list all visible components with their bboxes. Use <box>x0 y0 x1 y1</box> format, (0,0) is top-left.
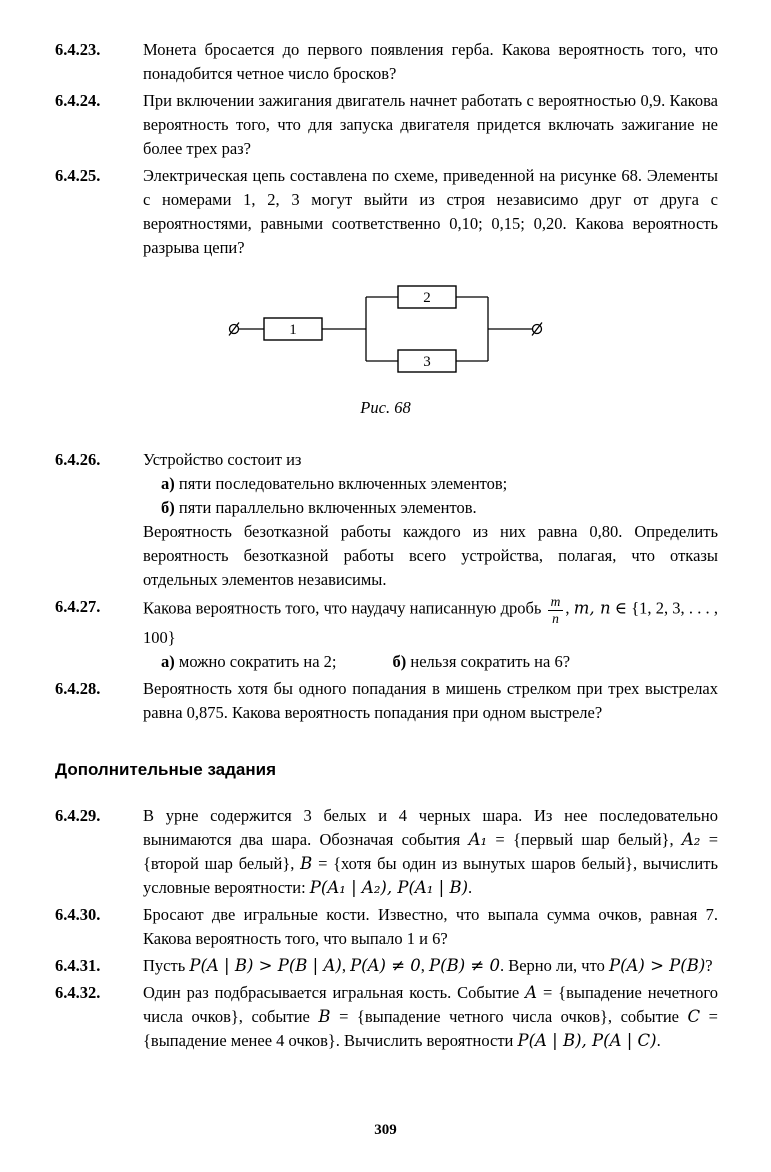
problem-number: 6.4.25. <box>55 166 101 185</box>
paragraph: Пусть P(A | B) > P(B | A), P(A) ≠ 0, P(B) ≠ 0. Верно ли, что P(A) > P(B)? <box>143 956 713 976</box>
problem-6-4-27 <box>0 595 771 674</box>
problem-number: 6.4.29. <box>55 806 101 826</box>
problem-text <box>143 804 718 900</box>
problem-6-4-29 <box>0 804 771 900</box>
paragraph: Один раз подбрасывается игральная кость. Событие A = {выпадение нечетного числа очков}, событие B = {выпадение четного числа очков}, событие C = {выпадение менее 4 очков}. Вычислить вероятности P(A | B), P(A | C). <box>143 983 718 1051</box>
problem-text <box>143 595 718 674</box>
problem-text <box>143 981 718 1053</box>
paragraph: Электрическая цепь составлена по схеме, приведенной на рисунке 68. Элементы с номерами 1, 2, 3 могут выйти из строя независимо друг от друга с вероятностями, равными соответственно 0,10; 0,15; 0,20. Какова вероятность разрыва цепи? <box>143 166 718 257</box>
problem-6-4-31 <box>0 954 771 978</box>
problem-text <box>143 89 718 161</box>
paragraph-items-ab: а) можно сократить на 2; б) нельзя сократить на 6? <box>161 652 571 672</box>
circuit-figure <box>0 281 771 384</box>
problem-number: 6.4.28. <box>55 679 101 699</box>
terminal-left-icon <box>229 323 239 336</box>
problem-text <box>143 903 718 951</box>
problem-6-4-32 <box>0 981 771 1053</box>
element-label-3: 3 <box>422 354 431 370</box>
problem-text <box>143 38 718 86</box>
problem-text <box>143 164 718 260</box>
paragraph: При включении зажигания двигатель начнет работать с вероятностью 0,9. Какова вероятность того, что для запуска двигателя придется включать зажигание не более трех раз? <box>143 91 718 158</box>
element-label-1: 1 <box>288 322 297 338</box>
problem-number: 6.4.30. <box>55 905 101 925</box>
problem-6-4-26 <box>0 448 771 592</box>
paragraph: Бросают две игральные кости. Известно, что выпала сумма очков, равная 7. Какова вероятность того, что выпало 1 и 6? <box>143 905 718 949</box>
problem-number: 6.4.27. <box>55 597 101 616</box>
problem-number: 6.4.24. <box>55 91 101 110</box>
element-label-2: 2 <box>422 290 431 306</box>
paragraph-item-a: а) пяти последовательно включенных элементов; <box>161 474 508 493</box>
problem-number: 6.4.23. <box>55 40 101 59</box>
circuit-svg <box>226 281 546 377</box>
section-header: Дополнительные задания <box>55 760 277 780</box>
problem-6-4-28 <box>0 677 771 725</box>
problem-text <box>143 448 718 592</box>
paragraph: Монета бросается до первого появления герба. Какова вероятность того, что понадобится четное число бросков? <box>143 40 718 83</box>
problem-number: 6.4.32. <box>55 983 101 1003</box>
paragraph: В урне содержится 3 белых и 4 черных шара. Из нее последовательно вынимаются два шара. Обозначая события A₁ = {первый шар белый}, A₂ = {второй шар белый}, B = {хотя бы один из вынутых шаров белый}, вычислить условные вероятности: P(A₁ | A₂), P(A₁ | B). <box>143 806 719 898</box>
page-number: 309 <box>374 1122 397 1138</box>
paragraph: Устройство состоит из <box>143 450 302 469</box>
paragraph-item-b: б) пяти параллельно включенных элементов. <box>161 498 477 517</box>
problem-number: 6.4.26. <box>55 450 101 469</box>
problem-text <box>143 954 718 978</box>
problem-text <box>143 677 718 725</box>
problem-number: 6.4.31. <box>55 956 101 976</box>
paragraph: Какова вероятность того, что наудачу написанную дробь $\frac{m}{n}$ , m, n ∈ {1, 2, 3, . . . , 100} <box>143 594 719 648</box>
problem-6-4-23 <box>0 38 771 86</box>
figure-caption: Рис. 68 <box>360 398 411 417</box>
paragraph: Вероятность безотказной работы каждого из них равна 0,80. Определить вероятность безотказной работы всего устройства, полагая, что отказы отдельных элементов независимы. <box>143 522 718 589</box>
problem-6-4-25 <box>0 164 771 260</box>
problem-6-4-30 <box>0 903 771 951</box>
paragraph: Вероятность хотя бы одного попадания в мишень стрелком при трех выстрелах равна 0,875. Какова вероятность попадания при одном выстреле? <box>143 679 718 723</box>
terminal-right-icon <box>532 323 542 336</box>
problem-6-4-24 <box>0 89 771 161</box>
